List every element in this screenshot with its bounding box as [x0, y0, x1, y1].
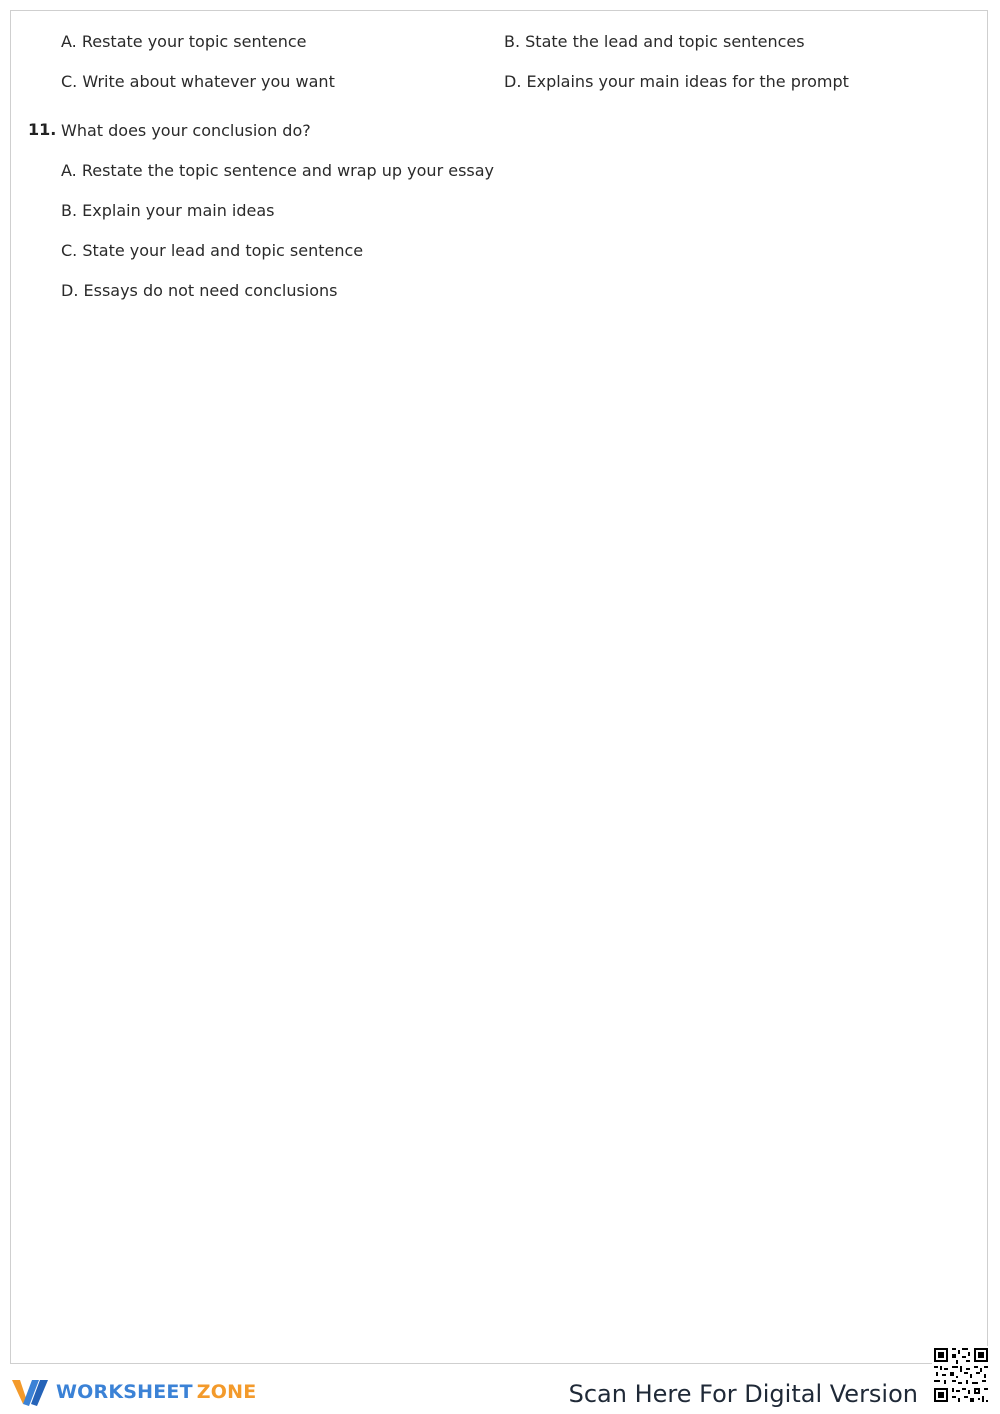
q10-option-b[interactable]: B. State the lead and topic sentences [504, 32, 805, 51]
q10-option-c[interactable]: C. Write about whatever you want [61, 72, 335, 91]
page-footer [0, 1366, 1000, 1414]
brand-name-part1: WORKSHEET [56, 1381, 193, 1403]
question-text: What does your conclusion do? [61, 121, 311, 140]
qr-code-icon[interactable] [932, 1346, 990, 1404]
worksheetzone-logo-icon [10, 1376, 52, 1408]
q10-option-d[interactable]: D. Explains your main ideas for the prompt [504, 72, 849, 91]
brand-name-part2: ZONE [196, 1381, 257, 1403]
q11-option-a[interactable]: A. Restate the topic sentence and wrap up your essay [61, 161, 495, 180]
q10-option-a[interactable]: A. Restate your topic sentence [61, 32, 307, 51]
q11-option-c[interactable]: C. State your lead and topic sentence [61, 241, 364, 260]
brand-logo[interactable] [10, 1376, 256, 1408]
q11-option-b[interactable]: B. Explain your main ideas [61, 201, 275, 220]
question-number: 11. [28, 120, 57, 139]
brand-name [56, 1381, 256, 1403]
scan-label: Scan Here For Digital Version [568, 1380, 918, 1408]
q11-option-d[interactable]: D. Essays do not need conclusions [61, 281, 338, 300]
